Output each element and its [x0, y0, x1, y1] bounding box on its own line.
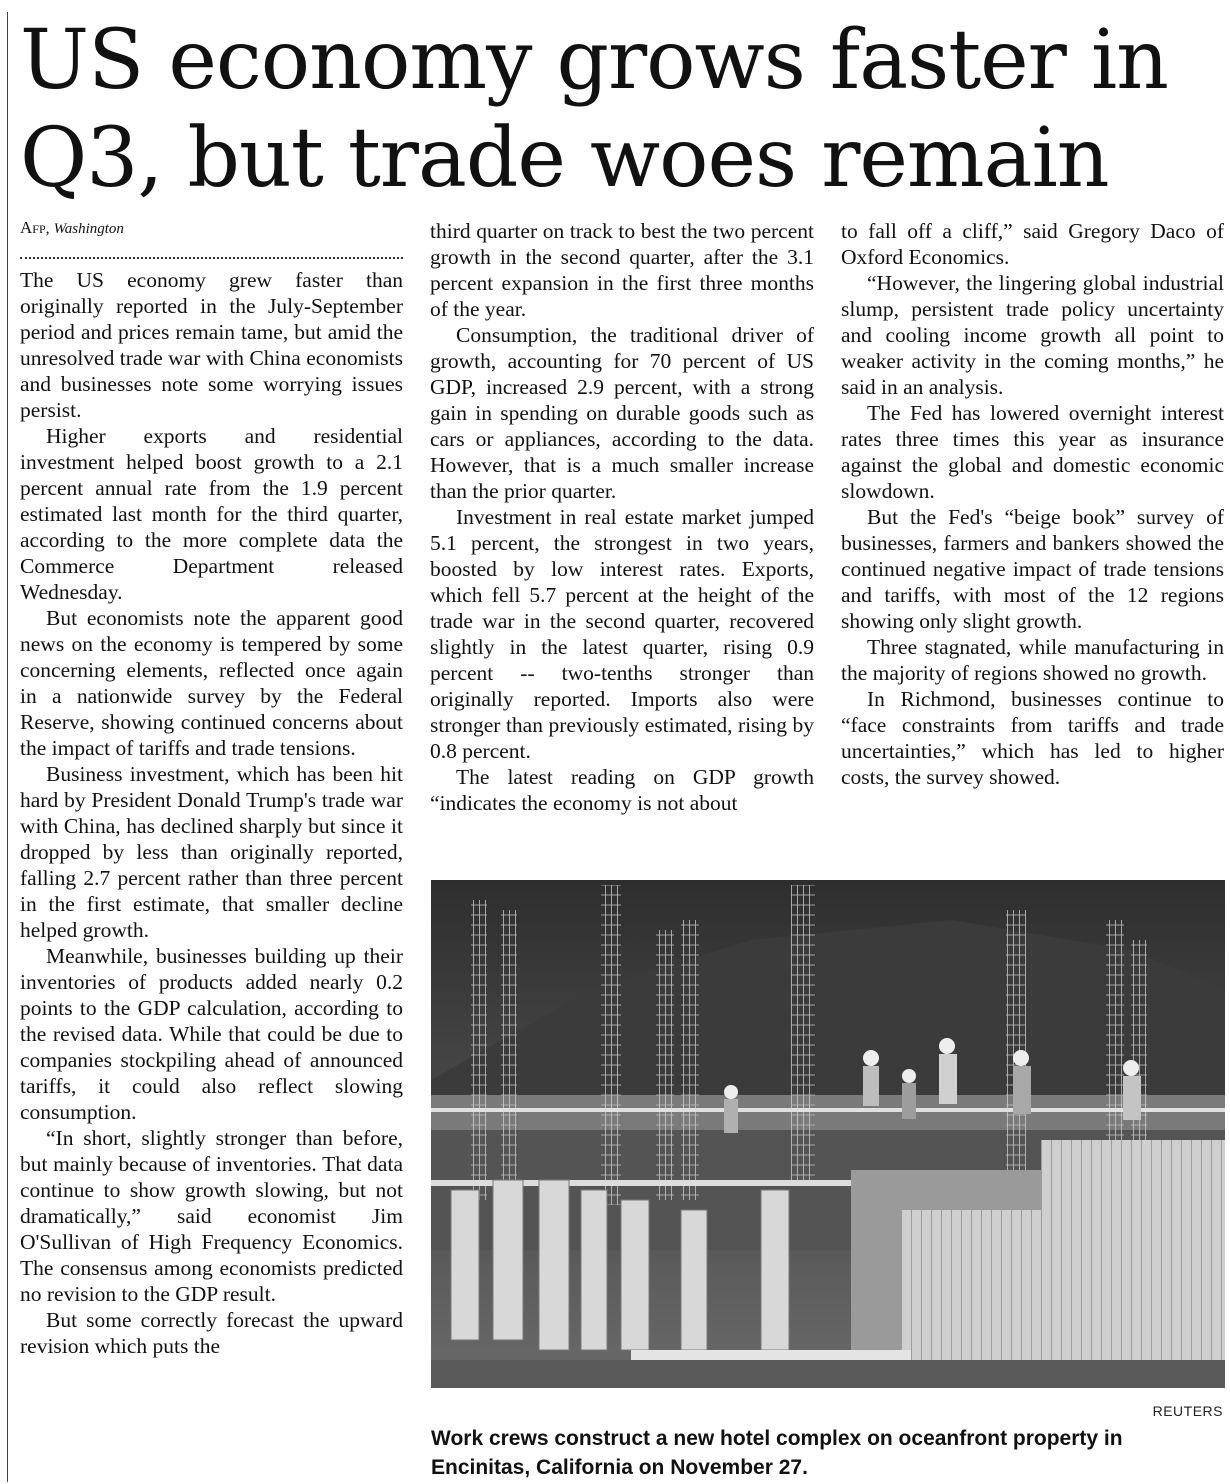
construction-photo: [431, 880, 1225, 1388]
paragraph: “However, the lingering global industrial slump, persistent trade policy uncertainty and cooling income growth all point to weaker activity in the coming months,” he said in an analysis.: [841, 271, 1224, 399]
paragraph: third quarter on track to best the two percent growth in the second quarter, after the 3.1 percent expansion in the first three months of the year.: [430, 219, 814, 321]
paragraph: to fall off a cliff,” said Gregory Daco of Oxford Economics.: [841, 219, 1224, 269]
dotted-separator: [20, 257, 403, 261]
paragraph: The Fed has lowered overnight interest rates three times this year as insurance against the global and domestic economic slowdown.: [841, 401, 1224, 503]
paragraph: Business investment, which has been hit hard by President Donald Trump's trade war with China, has declined sharply but since it dropped by less than originally reported, falling 2.7 percent rather than three percent in the first estimate, that smaller decline helped growth.: [20, 762, 403, 942]
byline-agency: Afp: [20, 218, 46, 237]
paragraph: But the Fed's “beige book” survey of businesses, farmers and bankers showed the continued negative impact of trade tensions and tariffs, with most of the 12 regions showing only slight growth.: [841, 505, 1224, 633]
photo-credit: REUTERS: [1152, 1403, 1223, 1419]
paragraph: Meanwhile, businesses building up their inventories of products added nearly 0.2 points to the GDP calculation, according to the revised data. While that could be due to companies stockpiling ahead of announced tariffs, it could also reflect slowing consumption.: [20, 944, 403, 1124]
article-column-3: [841, 218, 1224, 790]
paragraph: “In short, slightly stronger than before, but mainly because of inventories. That data continue to show growth slowing, but not dramatically,” said economist Jim O'Sullivan of High Frequency Economics. The consensus among economists predicted no revision to the GDP result.: [20, 1126, 403, 1306]
paragraph: Investment in real estate market jumped 5.1 percent, the strongest in two years, boosted by low interest rates. Exports, which fell 5.7 percent at the height of the trade war in the second quarter, recovered slightly in the latest quarter, rising 0.9 percent -- two-tenths stronger than originally reported. Imports also were stronger than previously estimated, rising by 0.8 percent.: [430, 505, 814, 763]
paragraph: Three stagnated, while manufacturing in the majority of regions showed no growth.: [841, 635, 1224, 685]
paragraph: Consumption, the traditional driver of growth, accounting for 70 percent of US GDP, increased 2.9 percent, with a strong gain in spending on durable goods such as cars or appliances, according to the data. However, that is a much smaller increase than the prior quarter.: [430, 323, 814, 503]
byline: Afp, Washington: [20, 218, 124, 237]
photo-caption: Work crews construct a new hotel complex on oceanfront property in Encinitas, California on November 27.: [431, 1427, 1123, 1479]
byline-city: Washington: [53, 221, 124, 237]
paragraph: In Richmond, businesses continue to “face constraints from tariffs and trade uncertainties,” which has led to higher costs, the survey showed.: [841, 687, 1224, 789]
article-column-1: [20, 218, 403, 1359]
paragraph: Higher exports and residential investment helped boost growth to a 2.1 percent annual rate from the 1.9 percent estimated last month for the third quarter, according to the more complete data the Commerce Department released Wednesday.: [20, 424, 403, 604]
paragraph: But some correctly forecast the upward revision which puts the: [20, 1308, 403, 1358]
column-rule: [7, 12, 8, 1482]
headline: US economy grows faster in Q3, but trade woes remain: [20, 13, 1168, 206]
article-column-2: [430, 218, 814, 816]
paragraph: But economists note the apparent good news on the economy is tempered by some concerning elements, reflected once again in a nationwide survey by the Federal Reserve, showing continued concerns about the impact of tariffs and trade tensions.: [20, 606, 403, 760]
paragraph: The US economy grew faster than originally reported in the July-September period and prices remain tame, but amid the unresolved trade war with China economists and businesses note some worrying issues persist.: [20, 268, 403, 422]
paragraph: The latest reading on GDP growth “indicates the economy is not about: [430, 765, 814, 815]
